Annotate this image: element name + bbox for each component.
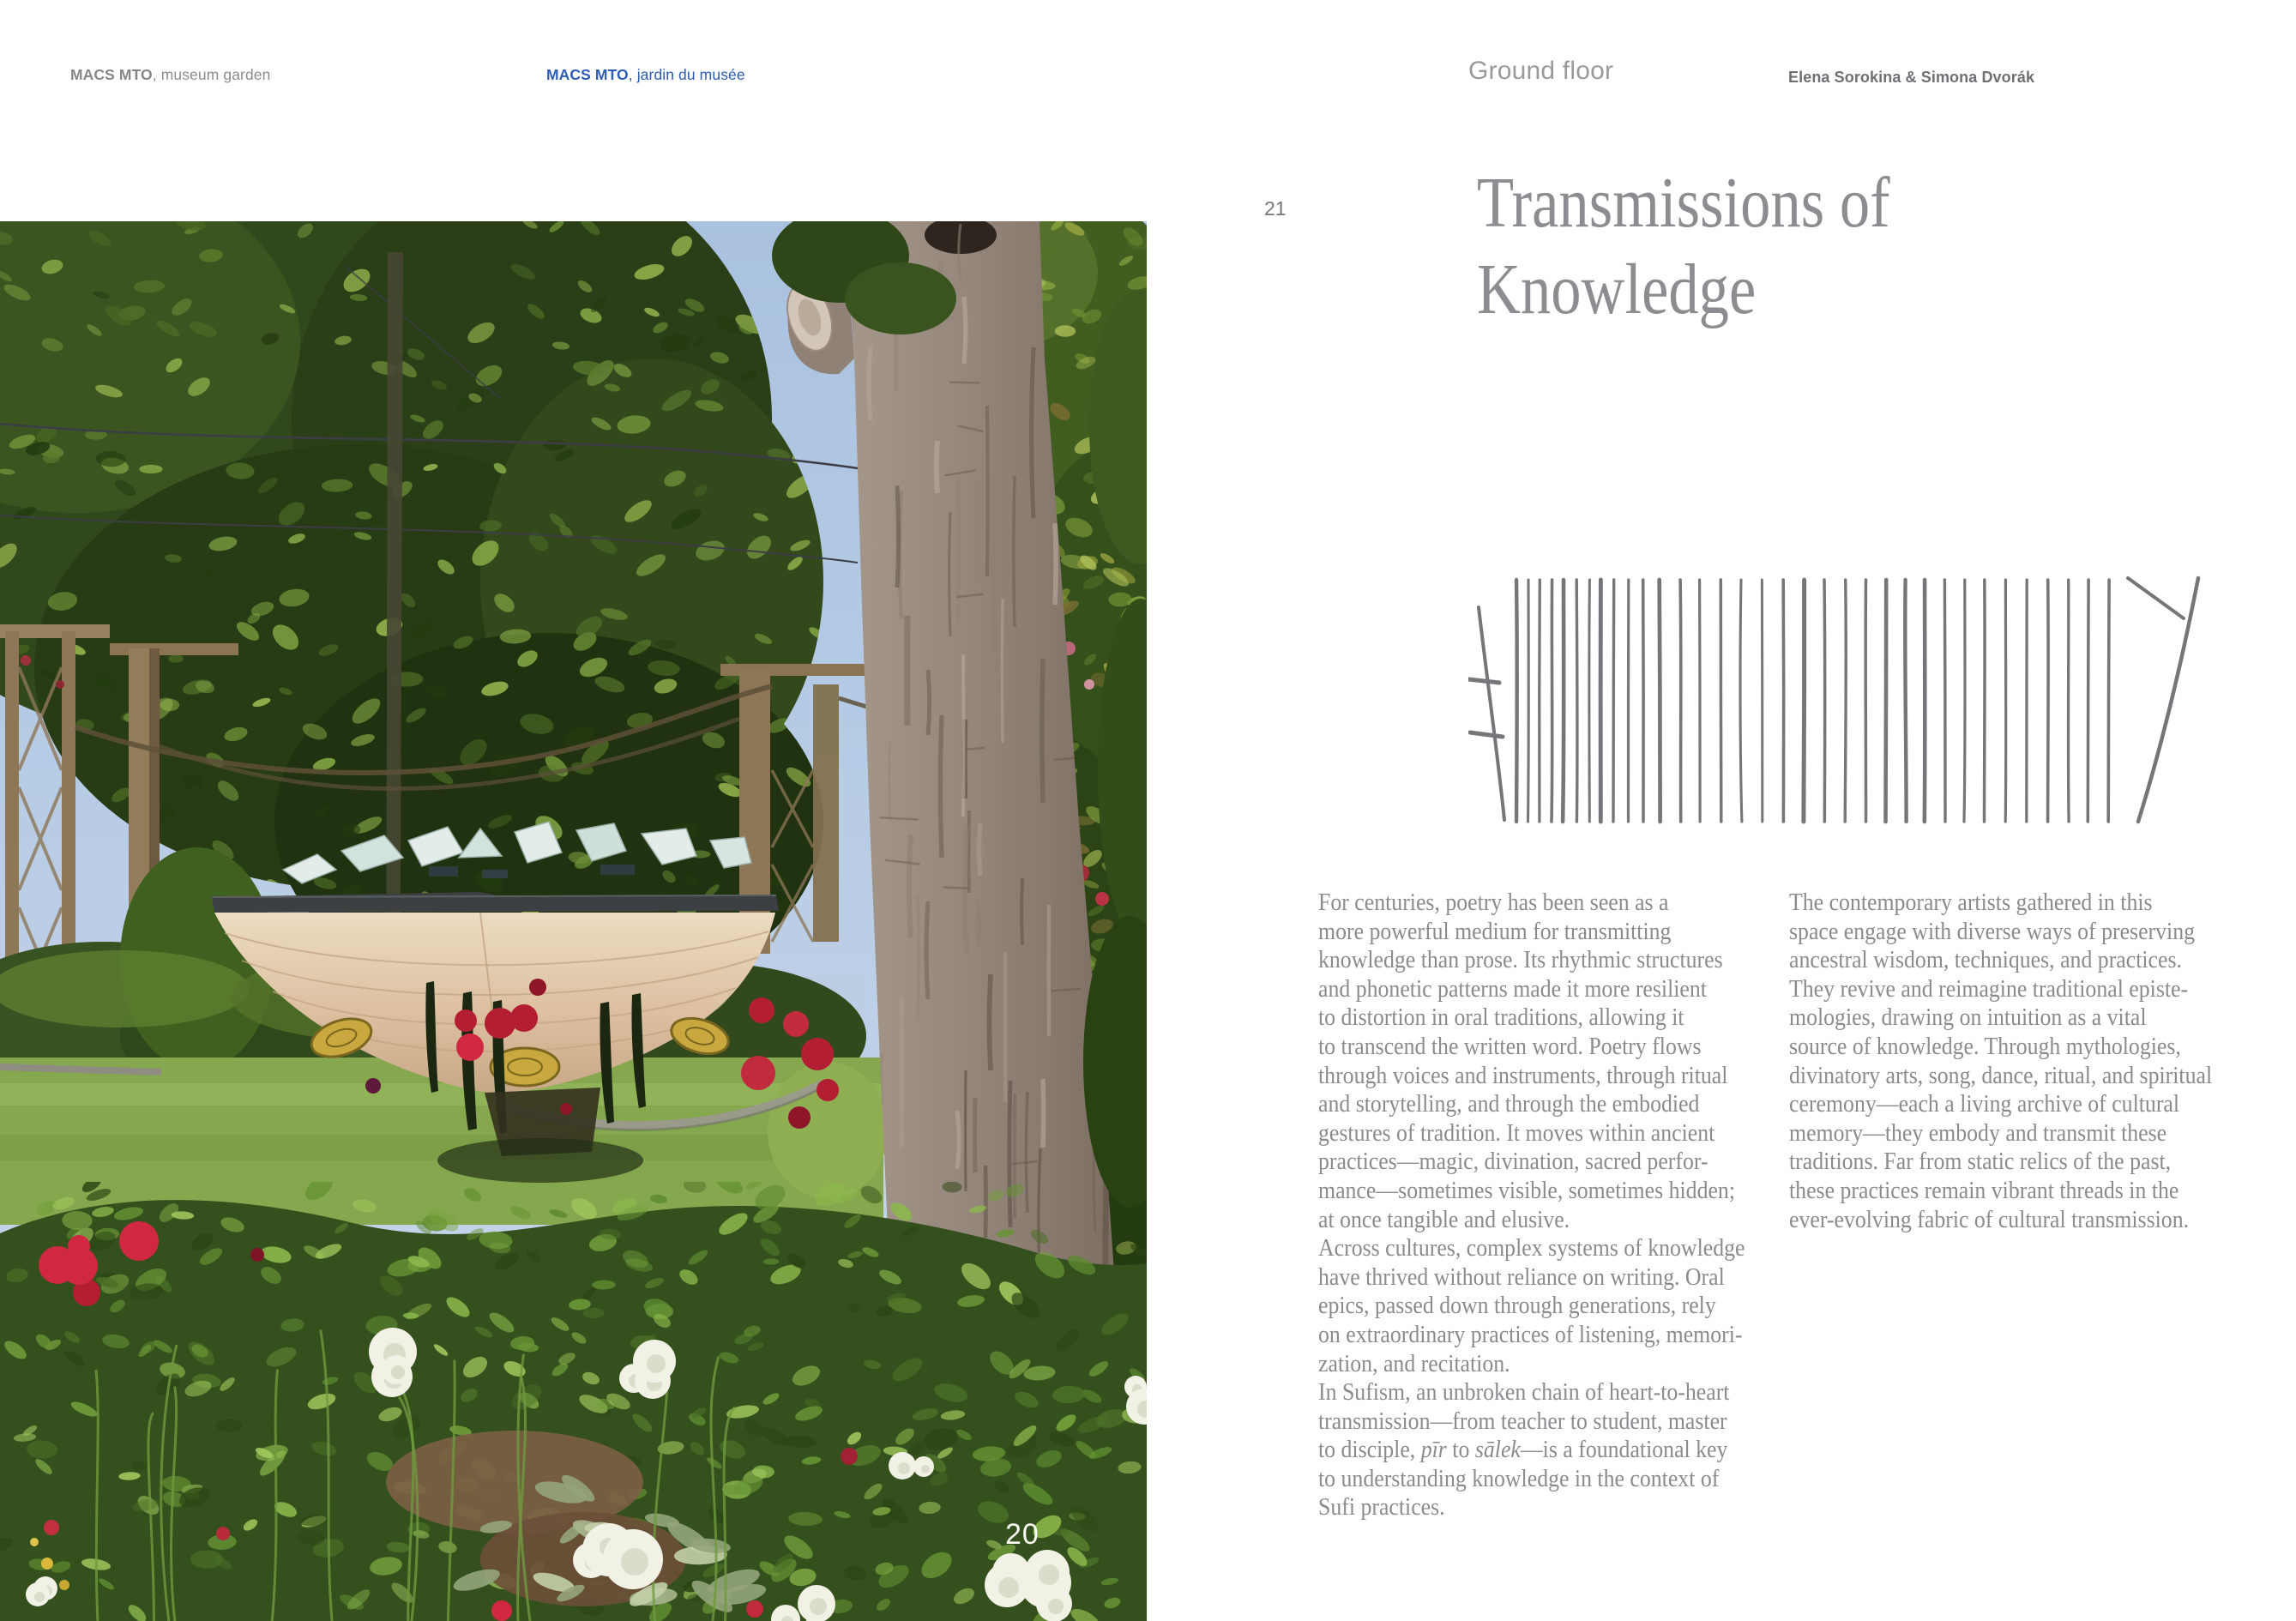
article-title-line2: Knowledge: [1477, 250, 1757, 329]
running-head-fr-rest: , jardin du musée: [628, 66, 745, 83]
article-title: [1477, 160, 1890, 333]
running-head-fr: [546, 68, 745, 83]
page-number-right: 21: [1264, 197, 1287, 220]
page-number-left: 20: [1005, 1518, 1040, 1551]
running-head-fr-bold: MACS MTO: [546, 66, 629, 83]
article-title-line1: Transmissions of: [1477, 163, 1890, 243]
running-head-en: [70, 68, 270, 83]
garden-photo-illustration: [0, 221, 1147, 1621]
body-column-1: For centuries, poetry has been seen as a more powerful medium for transmitting knowledge than prose. Its rhythmic structures and phonetic patterns made it more resilient to distortion in oral traditions, allowing it to transcend the written word. Poetry flows through voices and instruments, through ritual and storytelling, and through the embodied gestures of tradition. It moves within ancient practices—magic, divination, sacred perfor- mance—sometimes visible, sometimes hidden; at once tangible and elusive. Across cultures, complex systems of knowledge have thrived without reliance on writing. Oral epics, passed down through generations, rely on extraordinary practices of listening, memori- zation, and recitation. In Sufism, an unbroken chain of heart-to-heart transmission—from teacher to student, master to disciple, pīr to sālek—is a foundational key to understanding knowledge in the context of Sufi practices.: [1318, 889, 1745, 1522]
section-label: Ground floor: [1468, 57, 1614, 85]
garden-photograph: [0, 221, 1147, 1621]
strings-sketch: [1468, 569, 2202, 837]
running-head-en-rest: , museum garden: [152, 66, 271, 83]
running-head-en-bold: MACS MTO: [70, 66, 153, 83]
body-column-2: The contemporary artists gathered in this space engage with diverse ways of preserving ancestral wisdom, techniques, and practices. They revive and reimagine traditional episte- mologies, drawing on intuition as a vital source of knowledge. Through mythologies, divinatory arts, song, dance, ritual, and spiritual ceremony—each a living archive of cultural memory—they embody and transmit these traditions. Far from static relics of the past, these practices remain vibrant threads in the ever-evolving fabric of cultural transmission.: [1789, 889, 2213, 1233]
authors: Elena Sorokina & Simona Dvorák: [1788, 69, 2035, 86]
